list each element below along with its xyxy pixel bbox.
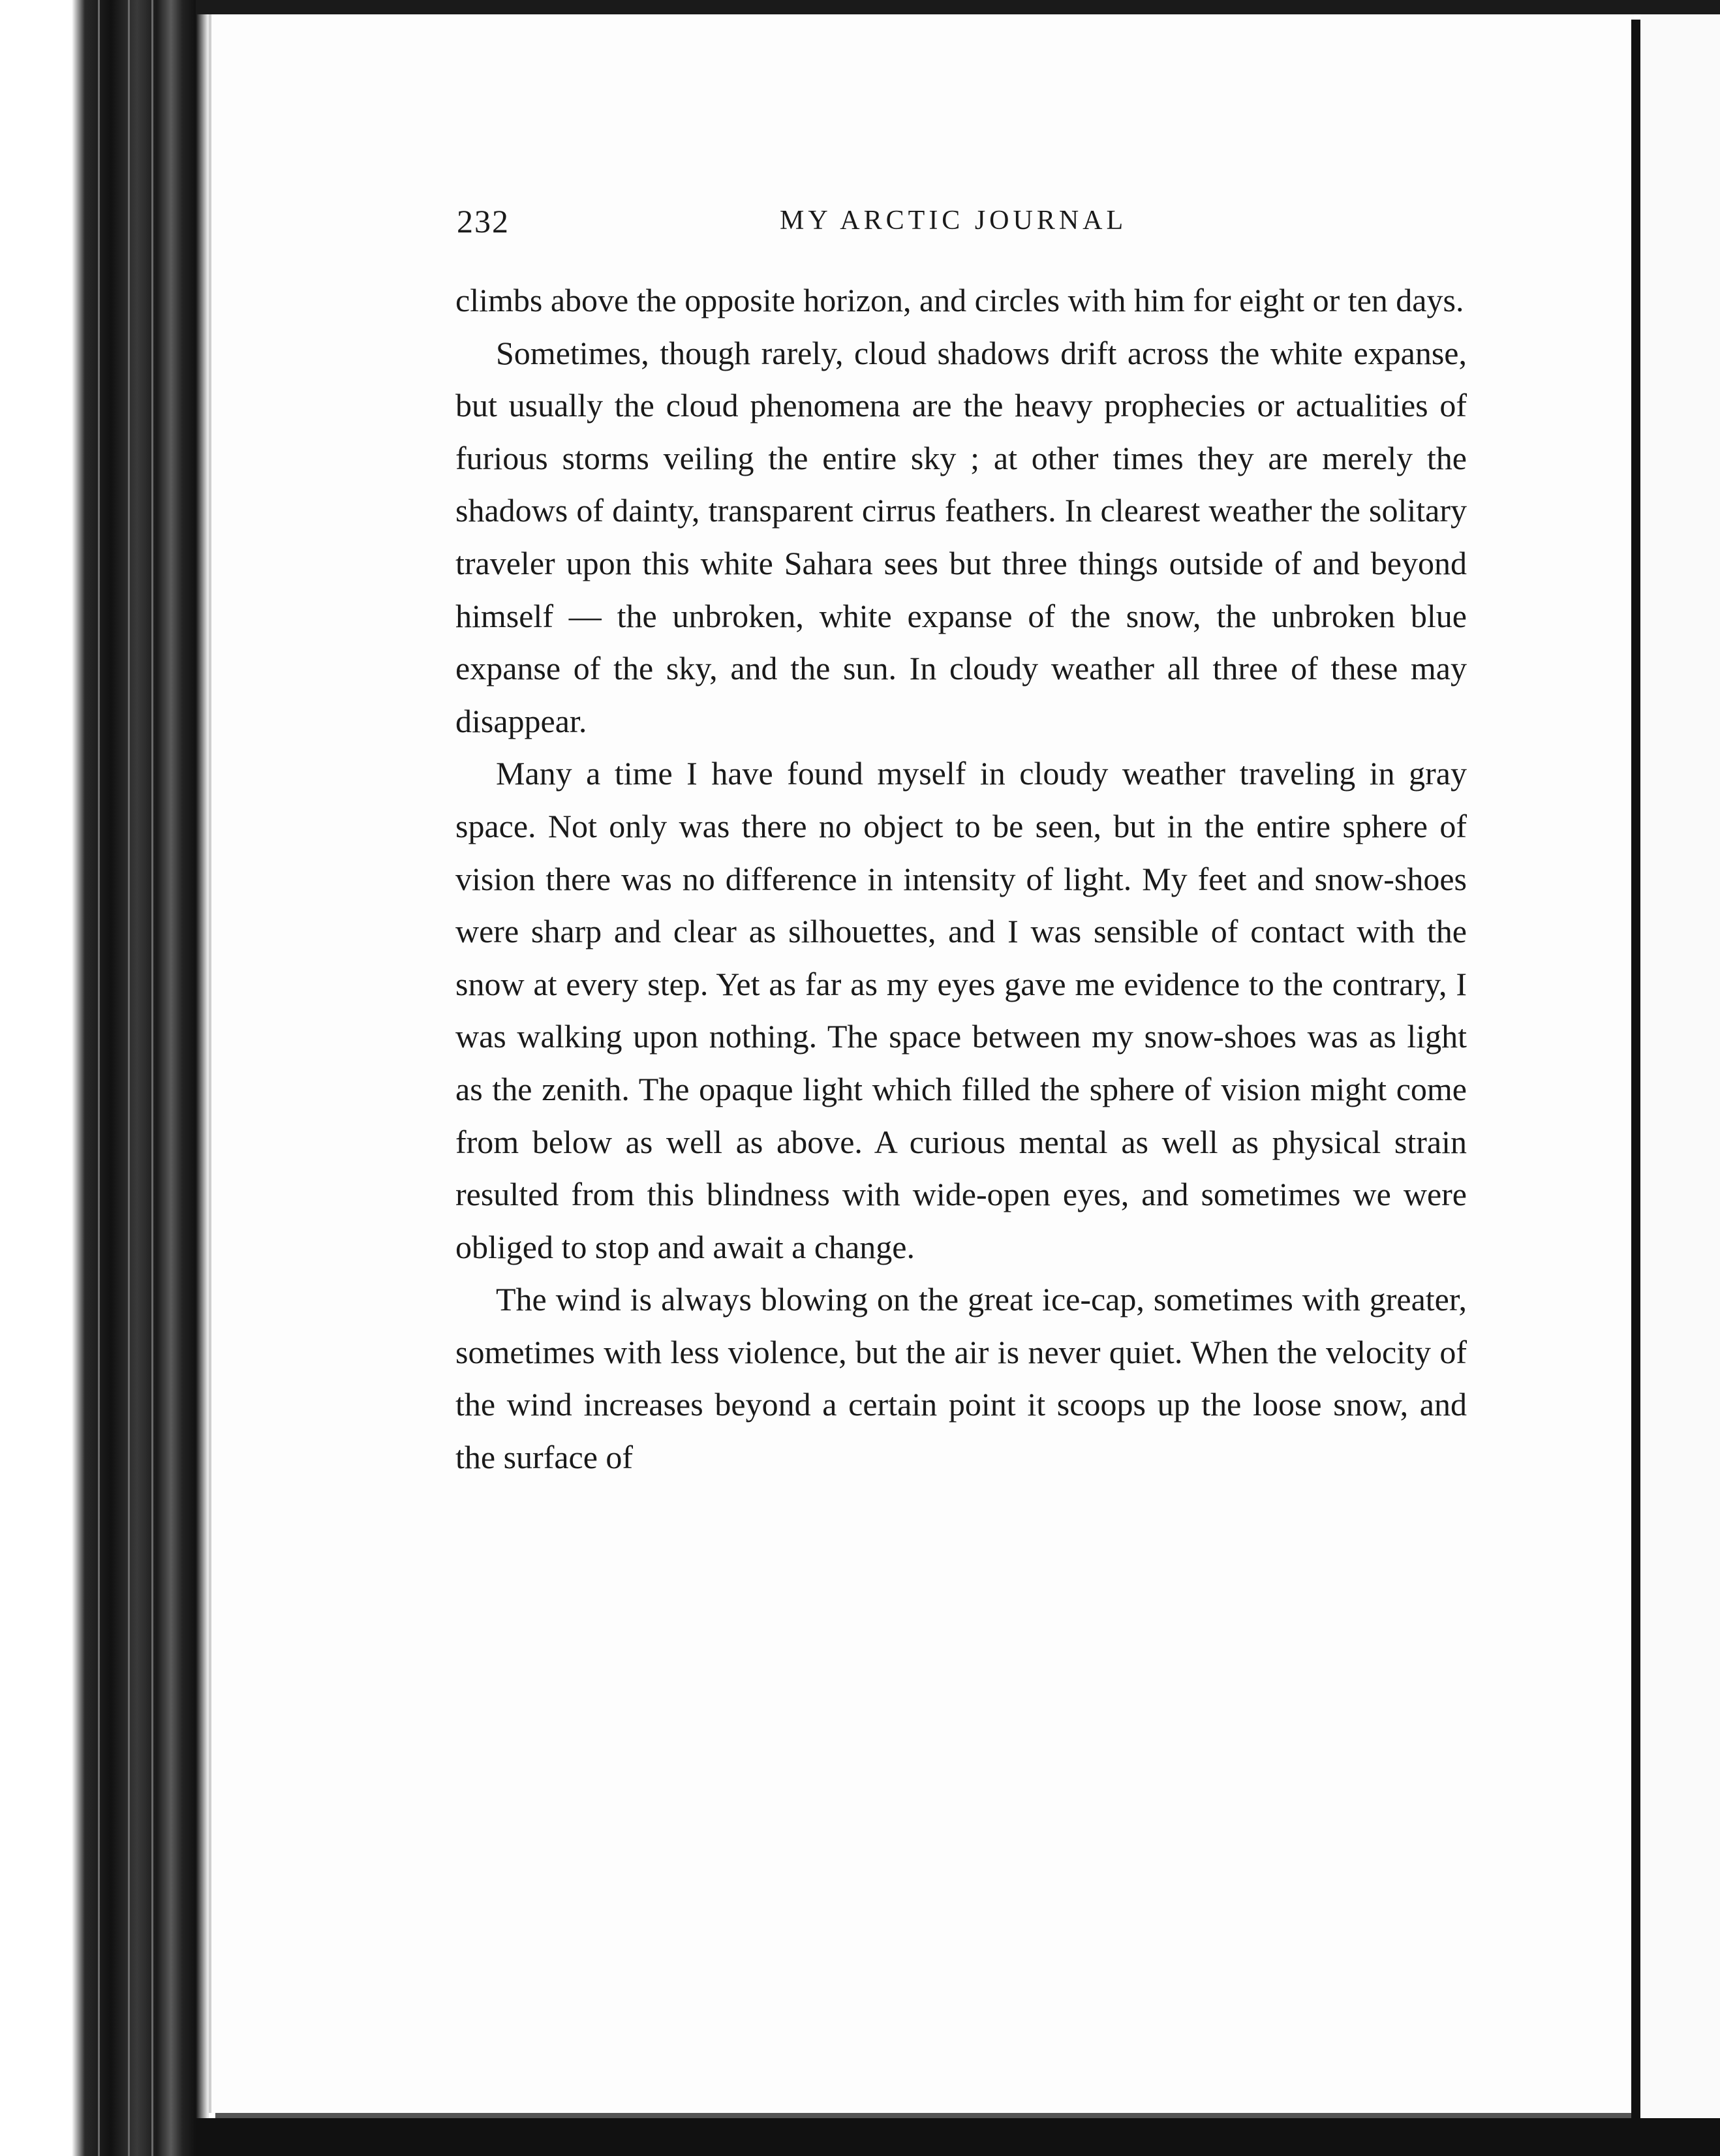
bottom-scan-border — [196, 2118, 1720, 2156]
page-header — [457, 202, 1468, 254]
right-gutter-rule — [1631, 20, 1640, 2118]
binding-stripe — [98, 0, 100, 2156]
body-text — [455, 274, 1467, 1484]
page-bottom-edge — [215, 2113, 1631, 2118]
facing-page-edge — [1640, 14, 1720, 2118]
page-number: 232 — [457, 203, 510, 239]
paragraph: The wind is always blowing on the great ice-cap, sometimes with greater, sometimes with less violence, but the air is never quiet. When the velocity of the wind increases beyond a certain point it scoops up the loose snow, and the surface of — [455, 1281, 1467, 1476]
binding-stripe — [151, 0, 153, 2156]
running-title: MY ARCTIC JOURNAL — [780, 206, 1128, 236]
paragraph: Many a time I have found myself in cloudy weather traveling in gray space. Not only was there no object to be seen, but in the entire sphere of vision there was no difference in intensity of light. My feet and snow-shoes were sharp and clear as silhouettes, and I was sensible of contact with the snow at every step. Yet as far as my eyes gave me evidence to the contrary, I was walking upon nothing. The space between my snow-shoes was as light as the zenith. The opaque light which filled the sphere of vision might come from below as well as above. A curious mental as well as physical strain resulted from this blindness with wide-open eyes, and sometimes we were obliged to stop and await a change. — [455, 755, 1467, 1265]
paragraph: climbs above the opposite horizon, and circles with him for eight or ten days. — [455, 282, 1464, 318]
binding-stripe — [128, 0, 130, 2156]
paragraph: Sometimes, though rarely, cloud shadows drift across the white expanse, but usually the cloud phenomena are the heavy prophecies or actualities of furious storms veiling the entire sky ; at other times they are merely the shadows of dainty, transparent cirrus feathers. In clearest weather the solitary traveler upon this white Sahara sees but three things outside of and beyond himself — the unbroken, white expanse of the snow, the unbroken blue expanse of the sky, and the sun. In cloudy weather all three of these may disappear. — [455, 334, 1467, 739]
book-binding-edge — [0, 0, 209, 2156]
top-scan-border — [196, 0, 1720, 14]
